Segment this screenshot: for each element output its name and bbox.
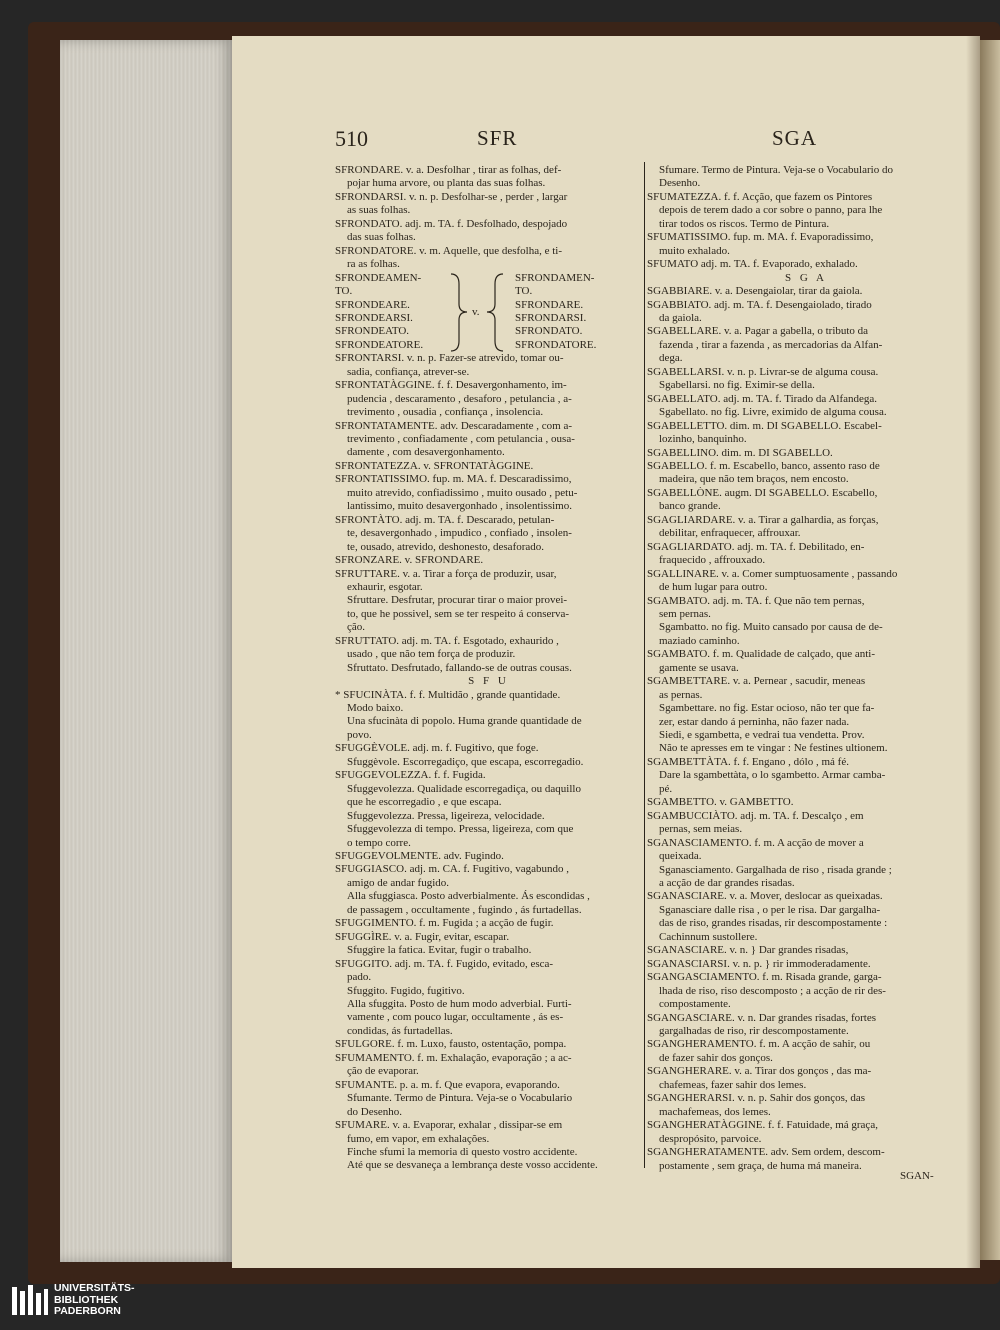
cross-reference-target: SFRONDATO. bbox=[515, 325, 583, 338]
running-head-left: SFR bbox=[477, 126, 518, 150]
entry-line: chafemeas, fazer sahir dos lemes. bbox=[659, 1078, 807, 1091]
entry-line: SGABBIARE. v. a. Desengaiolar, tirar da gaiola. bbox=[647, 285, 863, 298]
entry-line: gargalhadas de riso, rir descompostamente. bbox=[659, 1025, 849, 1037]
entry-line: te, desavergonhado , impudico , confiado , insolen- bbox=[347, 527, 572, 540]
entry-line: SGABELLO. f. m. Escabello, banco, assento raso de bbox=[647, 459, 880, 472]
entry-line: SFRUTTATO. adj. m. TA. f. Esgotado, exhaurido , bbox=[335, 634, 559, 647]
entry-line: SGANGHERARSI. v. n. p. Sahir dos gonços, das bbox=[647, 1092, 866, 1105]
entry-line: SGABELLARE. v. a. Pagar a gabella, o tributo da bbox=[647, 325, 869, 338]
entry-line: SGAMBATO. f. m. Qualidade de calçado, que anti- bbox=[647, 648, 875, 661]
entry-line: o tempo corre. bbox=[347, 836, 411, 849]
page-header bbox=[232, 126, 980, 156]
entry-line: Modo baixo. bbox=[347, 702, 404, 715]
entry-line: usado , que não tem força de produzir. bbox=[347, 648, 516, 661]
entry-line: Desenho. bbox=[659, 177, 701, 190]
entry-line: vamente , com pouco lugar, occultamente , ás es- bbox=[347, 1011, 564, 1024]
entry-line: machafemeas, dos lemes. bbox=[659, 1105, 771, 1118]
entry-line: SGANGASCIARE. v. n. Dar grandes risadas, fortes bbox=[647, 1011, 877, 1024]
cross-reference-entry: SFRONDEARE. bbox=[335, 298, 410, 311]
entry-line: povo. bbox=[347, 728, 372, 741]
entry-line: compostamente. bbox=[659, 998, 731, 1011]
entry-line: Até que se desvaneça a lembrança deste vosso accidente. bbox=[347, 1159, 598, 1172]
entry-line: SGAMBATO. adj. m. TA. f. Que não tem pernas, bbox=[647, 594, 865, 607]
entry-line: SGANASCIAMENTO. f. m. A acção de mover a bbox=[647, 836, 864, 849]
entry-line: SGANGHERATÀGGINE. f. f. Fatuidade, má graça, bbox=[647, 1119, 878, 1132]
entry-line: SFUMATEZZA. f. f. Acção, que fazem os Pintores bbox=[647, 190, 873, 203]
entry-line: SFRONTÀTO. adj. m. TA. f. Descarado, petulan- bbox=[335, 513, 555, 526]
entry-line: zer, estar dando á perninha, não fazer nada. bbox=[659, 715, 850, 728]
cross-reference-entry: TO. bbox=[335, 285, 353, 298]
entry-line: SGABELLATO. adj. m. TA. f. Tirado da Alfandega. bbox=[647, 392, 878, 405]
cross-reference-entry: SFRONDEAMEN- bbox=[335, 271, 422, 284]
entry-line: SFUGGEVOLMENTE. adv. Fugindo. bbox=[335, 850, 504, 863]
entry-line: gamente se usava. bbox=[659, 661, 739, 674]
entry-line: SGANGHERAMENTO. f. m. A acção de sahir, ou bbox=[647, 1038, 871, 1051]
entry-line: SFUGGIMENTO. f. m. Fugida ; a acção de fugir. bbox=[335, 917, 554, 930]
entry-line: muito atrevido, confiadissimo , muito ousado , petu- bbox=[347, 486, 578, 499]
entry-line: fazenda , tirar a fazenda , as mercadorias da Alfan- bbox=[659, 338, 883, 351]
entry-line: SGAGLIARDARE. v. a. Tirar a galhardia, as forças, bbox=[647, 513, 879, 526]
entry-line: SFRONDATO. adj. m. TA. f. Desfolhado, despojado bbox=[335, 217, 568, 230]
entry-line: ra as folhas. bbox=[347, 258, 400, 271]
entry-line: SGANGHERATAMENTE. adv. Sem ordem, descom- bbox=[647, 1146, 885, 1159]
entry-line: Siedi, e sgambetta, e vedrai tua vendetta. Prov. bbox=[659, 729, 865, 742]
entry-line: SFUMARE. v. a. Evaporar, exhalar , dissipar-se em bbox=[335, 1119, 563, 1132]
entry-line: Sgambettare. no fig. Estar ocioso, não ter que fa- bbox=[659, 702, 875, 715]
entry-line: madeira, que não tem braços, nem encosto. bbox=[659, 473, 849, 486]
entry-line: Sfuggevolezza. Qualidade escorregadiça, ou daquillo bbox=[347, 782, 581, 795]
entry-line: Sfruttato. Desfrutado, fallando-se de outras cousas. bbox=[347, 661, 572, 674]
entry-line: Una sfucinàta di popolo. Huma grande quantidade de bbox=[347, 715, 582, 728]
entry-line: muito exhalado. bbox=[659, 244, 730, 257]
entry-line: SGAMBUCCIÀTO. adj. m. TA. f. Descalço , em bbox=[647, 809, 864, 822]
entry-line: Sfumante. Termo de Pintura. Veja-se o Vocabulario bbox=[347, 1092, 573, 1105]
entry-line: Dare la sgambettàta, o lo sgambetto. Armar camba- bbox=[659, 769, 886, 782]
entry-line: SGABELLARSI. v. n. p. Livrar-se de alguma cousa. bbox=[647, 365, 879, 378]
entry-line: pernas, sem meias. bbox=[659, 823, 743, 836]
entry-line: banco grande. bbox=[659, 500, 721, 513]
page-edges bbox=[60, 40, 232, 1262]
cross-reference-entry: SFRONDEATO. bbox=[335, 325, 410, 338]
entry-line: SFRONDARE. v. a. Desfolhar , tirar as folhas, def- bbox=[335, 164, 562, 176]
entry-line: que he escorregadio , e que escapa. bbox=[347, 796, 502, 809]
entry-line: dega. bbox=[659, 352, 683, 365]
running-head-right: SGA bbox=[772, 126, 818, 150]
entry-line: Sfruttare. Desfrutar, procurar tirar o maior provei- bbox=[347, 594, 568, 607]
entry-line: SFRONDARSI. v. n. p. Desfolhar-se , perder , largar bbox=[335, 190, 568, 203]
entry-line: Sfuggevolezza di tempo. Pressa, ligeireza, com que bbox=[347, 823, 574, 836]
entry-line: Sfuggevolezza. Pressa, ligeireza, velocidade. bbox=[347, 809, 545, 822]
entry-line: Alla sfuggita. Posto de hum modo adverbial. Furti- bbox=[347, 998, 572, 1010]
entry-line: SFUMAMENTO. f. m. Exhalação, evaporação ; a ac- bbox=[335, 1051, 572, 1064]
entry-line: das suas folhas. bbox=[347, 231, 416, 244]
cross-reference-group bbox=[335, 272, 642, 353]
entry-line: pudencia , descaramento , desaforo , petulancia , a- bbox=[347, 392, 572, 405]
entry-line: Cachinnum sustollere. bbox=[659, 930, 758, 943]
entry-line: SGAGLIARDATO. adj. m. TA. f. Debilitado, en- bbox=[647, 540, 865, 553]
entry-line: sadia, confiança, atrever-se. bbox=[347, 365, 470, 378]
entry-line: Finche sfumi la memoria di questo vostro accidente. bbox=[347, 1145, 578, 1158]
entry-line: SGANASCIARSI. v. n. p. } rir immoderadamente. bbox=[647, 957, 871, 970]
entry-line: a acção de dar grandes risadas. bbox=[659, 877, 795, 890]
entry-line: Sfumare. Termo de Pintura. Veja-se o Vocabulario do bbox=[659, 164, 893, 176]
entry-line: queixada. bbox=[659, 850, 702, 863]
entry-line: SFUGGITO. adj. m. TA. f. Fugido, evitado, esca- bbox=[335, 957, 554, 970]
entry-line: SGAMBETTÀTA. f. f. Engano , dólo , má fé. bbox=[647, 755, 849, 768]
entry-line: depois de terem dado a cor sobre o panno, para lhe bbox=[659, 204, 883, 217]
cross-reference-target: TO. bbox=[515, 285, 533, 298]
entry-line: pado. bbox=[347, 971, 372, 984]
section-letter-heading: S G A bbox=[785, 271, 827, 284]
entry-line: SFRONDATORE. v. m. Aquelle, que desfolha, e ti- bbox=[335, 244, 563, 257]
entry-line: de hum lugar para outro. bbox=[659, 581, 768, 594]
entry-line: SGALLINARE. v. a. Comer sumptuosamente , passando bbox=[647, 567, 898, 580]
entry-line: SFULGORE. f. m. Luxo, fausto, ostentação, pompa. bbox=[335, 1038, 567, 1051]
cross-reference-target: SFRONDARE. bbox=[515, 298, 584, 311]
entry-line: condidas, ás furtadellas. bbox=[347, 1024, 453, 1037]
book-page bbox=[232, 36, 980, 1268]
entry-line: de passagem , occultamente , fugindo , ás furtadellas. bbox=[347, 903, 582, 916]
entry-line: despropósito, parvoice. bbox=[659, 1132, 762, 1145]
entry-line: pojar huma arvore, ou planta das suas folhas. bbox=[347, 177, 546, 190]
entry-line: SFRUTTARE. v. a. Tirar a força de produzir, usar, bbox=[335, 567, 557, 580]
entry-line: SFUMANTE. p. a. m. f. Que evapora, evaporando. bbox=[335, 1078, 560, 1091]
page-number: 510 bbox=[335, 126, 368, 151]
entry-line: SGAMBETTO. v. GAMBETTO. bbox=[647, 796, 794, 809]
entry-line: SFUGGÌRE. v. a. Fugir, evitar, escapar. bbox=[335, 930, 510, 943]
entry-line: SFRONTARSI. v. n. p. Fazer-se atrevido, tomar ou- bbox=[335, 352, 564, 365]
entry-line: Sganasciare dalle risa , o per le risa. Dar gargalha- bbox=[659, 903, 881, 916]
entry-line: Sgambatto. no fig. Muito cansado por causa de de- bbox=[659, 621, 883, 634]
library-emblem-icon bbox=[10, 1283, 50, 1319]
entry-line: SGANASCIARE. v. a. Mover, deslocar as queixadas. bbox=[647, 890, 883, 903]
entry-line: lozinho, banquinho. bbox=[659, 433, 747, 446]
entry-line: da gaiola. bbox=[659, 311, 702, 324]
entry-line: SFRONZARE. v. SFRONDARE. bbox=[335, 554, 484, 567]
entry-line: SGABBIATO. adj. m. TA. f. Desengaiolado, tirado bbox=[647, 298, 872, 311]
entry-line: SGANGHERARE. v. a. Tirar dos gonços , das ma- bbox=[647, 1065, 872, 1078]
entry-line: * SFUCINÀTA. f. f. Multidão , grande quantidade. bbox=[335, 688, 561, 701]
entry-line: SGABELLÒNE. augm. DI SGABELLO. Escabello, bbox=[647, 486, 878, 499]
entry-line: SGANASCIARE. v. n. } Dar grandes risadas, bbox=[647, 944, 849, 957]
entry-line: SFUMATO adj. m. TA. f. Evaporado, exhalado. bbox=[647, 258, 858, 271]
facing-page-edge bbox=[980, 40, 1000, 1260]
entry-line: trevimento , confiadamente , com petulancia , ousa- bbox=[347, 432, 575, 445]
entry-line: Sgabellarsi. no fig. Eximir-se della. bbox=[659, 379, 815, 392]
entry-line: maziado caminho. bbox=[659, 634, 740, 647]
library-name-line: BIBLIOTHEK bbox=[54, 1293, 119, 1306]
entry-line: lhada de riso, riso descomposto ; a acção de rir des- bbox=[659, 984, 886, 997]
entry-line: SFUGGIASCO. adj. m. CA. f. Fugitivo, vagabundo , bbox=[335, 863, 570, 876]
entry-line: SFUGGÈVOLE. adj. m. f. Fugitivo, que foge. bbox=[335, 742, 539, 755]
entry-line: SGABELLINO. dim. m. DI SGABELLO. bbox=[647, 446, 833, 459]
library-name-line: UNIVERSITÄTS- bbox=[54, 1282, 135, 1294]
entry-line: das de riso, grandes risadas, rir descompostamente : bbox=[659, 917, 888, 930]
entry-line: Sgabellato. no fig. Livre, eximido de alguma cousa. bbox=[659, 406, 887, 419]
entry-line: SFRONTATÀGGINE. f. f. Desavergonhamento, im- bbox=[335, 379, 567, 392]
entry-line: to, que he possivel, sem se ter respeito á conserva- bbox=[347, 607, 570, 620]
catchword: SGAN- bbox=[900, 1170, 934, 1182]
entry-line: SGABELLETTO. dim. m. DI SGABELLO. Escabel- bbox=[647, 419, 882, 432]
entry-line: sem pernas. bbox=[659, 607, 711, 620]
cross-reference-entry: SFRONDEATORE. bbox=[335, 338, 424, 351]
entry-line: SFRONTATEZZA. v. SFRONTATÀGGINE. bbox=[335, 459, 534, 472]
entry-line: pé. bbox=[659, 782, 673, 795]
cross-reference-marker: v. bbox=[472, 305, 480, 318]
entry-line: SFUGGEVOLEZZA. f. f. Fugida. bbox=[335, 769, 486, 782]
left-column bbox=[335, 164, 642, 1173]
entry-line: fumo, em vapor, em exhalações. bbox=[347, 1132, 490, 1145]
entry-line: exhaurir, esgotar. bbox=[347, 580, 423, 593]
cross-reference-target: SFRONDARSI. bbox=[515, 311, 587, 324]
entry-line: SFRONTATISSIMO. fup. m. MA. f. Descaradissimo, bbox=[335, 473, 572, 486]
cross-reference-target: SFRONDATORE. bbox=[515, 338, 597, 351]
entry-line: debilitar, enfraquecer, affrouxar. bbox=[659, 527, 801, 540]
cross-reference-target: SFRONDAMEN- bbox=[515, 271, 595, 284]
entry-line: ção. bbox=[347, 621, 366, 634]
entry-line: lantissimo, muito desavergonhado , insolentissimo. bbox=[347, 500, 572, 513]
library-name bbox=[54, 1283, 135, 1318]
library-name-line: PADERBORN bbox=[54, 1305, 121, 1317]
entry-line: postamente , sem graça, de huma má maneira. bbox=[659, 1159, 862, 1172]
right-column bbox=[647, 164, 965, 1173]
column-divider bbox=[644, 162, 645, 1168]
entry-line: ção de evaporar. bbox=[347, 1065, 419, 1078]
entry-line: damente , com desavergonhamento. bbox=[347, 446, 505, 459]
entry-line: as suas folhas. bbox=[347, 204, 411, 217]
entry-line: SGAMBETTARE. v. a. Pernear , sacudir, meneas bbox=[647, 675, 866, 688]
entry-line: as pernas. bbox=[659, 688, 703, 701]
entry-line: SFRONTATAMENTE. adv. Descaradamente , com a- bbox=[335, 419, 573, 432]
entry-line: Não te apresses em te vingar : Ne festines ultionem. bbox=[659, 742, 888, 755]
cross-reference-entry: SFRONDEARSI. bbox=[335, 311, 413, 324]
entry-line: de fazer sahir dos gonços. bbox=[659, 1051, 773, 1064]
library-logo bbox=[8, 1281, 228, 1321]
entry-line: te, ousado, atrevido, deshonesto, desaforado. bbox=[347, 540, 545, 553]
entry-line: SFUMATISSIMO. fup. m. MA. f. Evaporadissimo, bbox=[647, 231, 874, 244]
entry-line: Alla sfuggiasca. Posto adverbialmente. Ás escondidas , bbox=[347, 890, 590, 903]
entry-line: Sfuggèvole. Escorregadiço, que escapa, escorregadio. bbox=[347, 755, 584, 768]
entry-line: trevimento , ousadia , confiança , insolencia. bbox=[347, 406, 544, 419]
entry-line: SGANGASCIAMENTO. f. m. Risada grande, garga- bbox=[647, 971, 882, 984]
entry-line: tirar todos os riscos. Termo de Pintura. bbox=[659, 217, 830, 230]
entry-line: amigo de andar fugido. bbox=[347, 876, 450, 889]
entry-line: do Desenho. bbox=[347, 1105, 402, 1118]
entry-line: Sfuggito. Fugido, fugitivo. bbox=[347, 984, 465, 997]
entry-line: Sganasciamento. Gargalhada de riso , risada grande ; bbox=[659, 863, 892, 876]
entry-line: fraquecido , affrouxado. bbox=[659, 554, 766, 567]
section-letter-heading: S F U bbox=[468, 675, 509, 688]
entry-line: Sfuggìre la fatica. Evitar, fugir o trabalho. bbox=[347, 944, 532, 957]
